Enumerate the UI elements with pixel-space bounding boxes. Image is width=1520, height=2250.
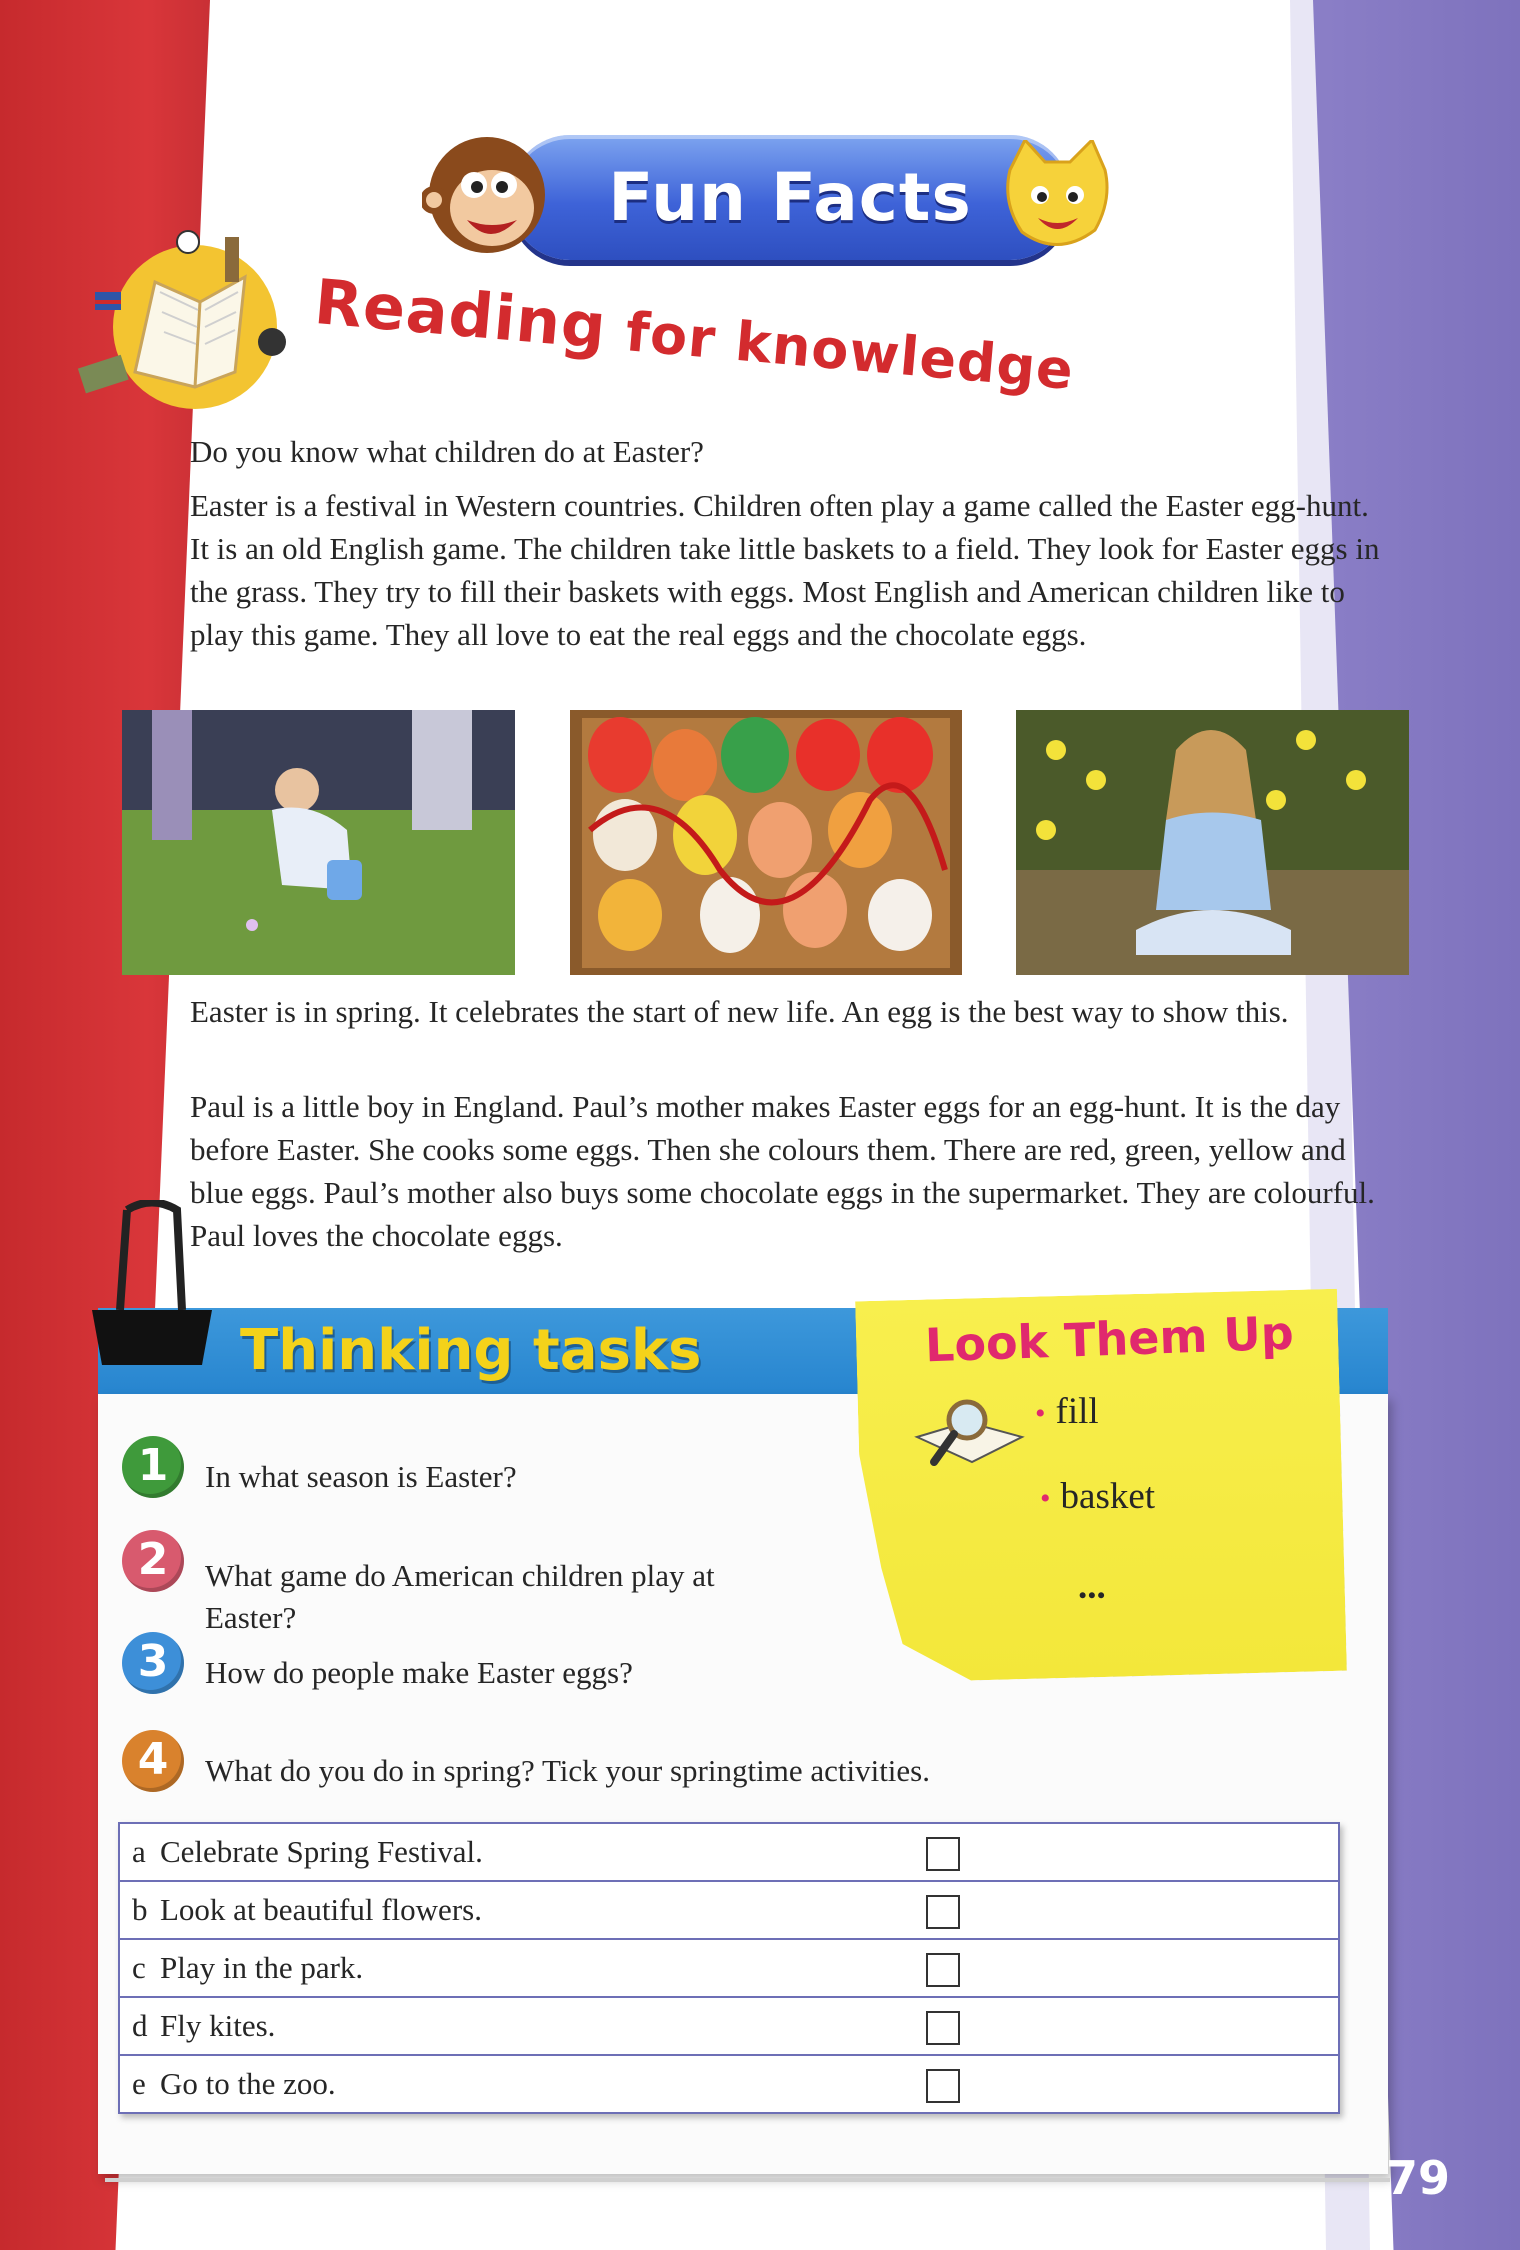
reading-paragraph-4: Paul is a little boy in England. Paul’s mother makes Easter eggs for an egg-hunt. It is the day before Easter. She cooks some eggs. Then she colours them. There are red, green, yellow and blue eggs. Paul’s mother also buys some chocolate eggs in the supermarket. They are colourful. Paul loves the chocolate eggs. <box>190 1089 1375 1253</box>
activity-checkbox-c[interactable] <box>926 1953 960 1987</box>
cat-mascot-icon <box>1000 140 1115 260</box>
checkbox-cell <box>914 1881 1339 1939</box>
activity-letter: d <box>132 2008 148 2043</box>
question-4-text: What do you do in spring? Tick your springtime activities. <box>205 1753 930 1788</box>
look-them-up-title: Look Them Up <box>924 1305 1295 1373</box>
table-row <box>119 2055 1339 2113</box>
activity-text: Fly kites. <box>160 2008 276 2043</box>
lookup-more: ... <box>1078 1566 1106 1607</box>
thinking-tasks-title: Thinking tasks <box>240 1318 702 1383</box>
checkbox-cell <box>914 1939 1339 1997</box>
activity-letter: a <box>132 1834 146 1869</box>
springtime-activities-table <box>118 1822 1340 2114</box>
monkey-mascot-icon <box>422 130 552 260</box>
activity-letter: b <box>132 1892 148 1927</box>
banner-title: Fun Facts <box>608 159 972 236</box>
question-1-text: In what season is Easter? <box>205 1459 517 1494</box>
question-number-2: 2 <box>122 1530 184 1592</box>
checkbox-cell <box>914 1997 1339 2055</box>
question-number-3: 3 <box>122 1632 184 1694</box>
reading-for-knowledge-title <box>312 265 1077 404</box>
question-number-4: 4 <box>122 1730 184 1792</box>
bottom-divider <box>105 2178 1390 2182</box>
lookup-word: basket <box>1060 1476 1156 1517</box>
for-knowledge-words: for knowledge <box>603 298 1077 403</box>
book-badge-icon <box>60 222 290 412</box>
activity-letter: e <box>132 2066 146 2101</box>
activity-text: Look at beautiful flowers. <box>160 1892 482 1927</box>
binder-clip-icon <box>82 1200 222 1370</box>
magnifier-book-icon <box>912 1392 1027 1477</box>
lookup-word-basket <box>1040 1475 1155 1518</box>
activity-checkbox-a[interactable] <box>926 1837 960 1871</box>
activity-label <box>119 1823 914 1881</box>
activity-label <box>119 2055 914 2113</box>
reading-title-word: Reading <box>311 265 610 364</box>
reading-paragraph-3: Easter is in spring. It celebrates the start of new life. An egg is the best way to show this. <box>190 994 1289 1029</box>
table-row <box>119 1939 1339 1997</box>
activity-label <box>119 1881 914 1939</box>
question-number-1: 1 <box>122 1436 184 1498</box>
bullet-icon: • <box>1035 1397 1046 1430</box>
reading-paragraph-2: Easter is a festival in Western countries. Children often play a game called the Easter egg-hunt. It is an old English game. The children take little baskets to a field. They look for Easter eggs in the grass. They try to fill their baskets with eggs. Most English and American children like to play this game. They all love to eat the real eggs and the chocolate eggs. <box>190 488 1380 652</box>
lookup-word-fill <box>1035 1390 1099 1433</box>
activity-checkbox-e[interactable] <box>926 2069 960 2103</box>
table-row <box>119 1823 1339 1881</box>
question-3-text: How do people make Easter eggs? <box>205 1655 633 1690</box>
egg-hunt-photo <box>122 710 515 975</box>
activity-label <box>119 1939 914 1997</box>
fun-facts-banner <box>510 135 1070 260</box>
activity-checkbox-b[interactable] <box>926 1895 960 1929</box>
bullet-icon: • <box>1040 1482 1051 1515</box>
activity-letter: c <box>132 1950 146 1985</box>
lookup-word: fill <box>1055 1391 1099 1432</box>
table-row <box>119 1997 1339 2055</box>
activity-checkbox-d[interactable] <box>926 2011 960 2045</box>
activity-text: Play in the park. <box>160 1950 364 1985</box>
activity-text: Celebrate Spring Festival. <box>160 1834 483 1869</box>
activity-label <box>119 1997 914 2055</box>
painted-eggs-photo <box>570 710 962 975</box>
girl-with-flowers-photo <box>1016 710 1409 975</box>
checkbox-cell <box>914 1823 1339 1881</box>
table-row <box>119 1881 1339 1939</box>
reading-paragraph-1: Do you know what children do at Easter? <box>190 434 704 469</box>
page-number: 79 <box>1385 2151 1450 2205</box>
checkbox-cell <box>914 2055 1339 2113</box>
activity-text: Go to the zoo. <box>160 2066 336 2101</box>
question-2-text: What game do American children play at Easter? <box>205 1558 715 1635</box>
